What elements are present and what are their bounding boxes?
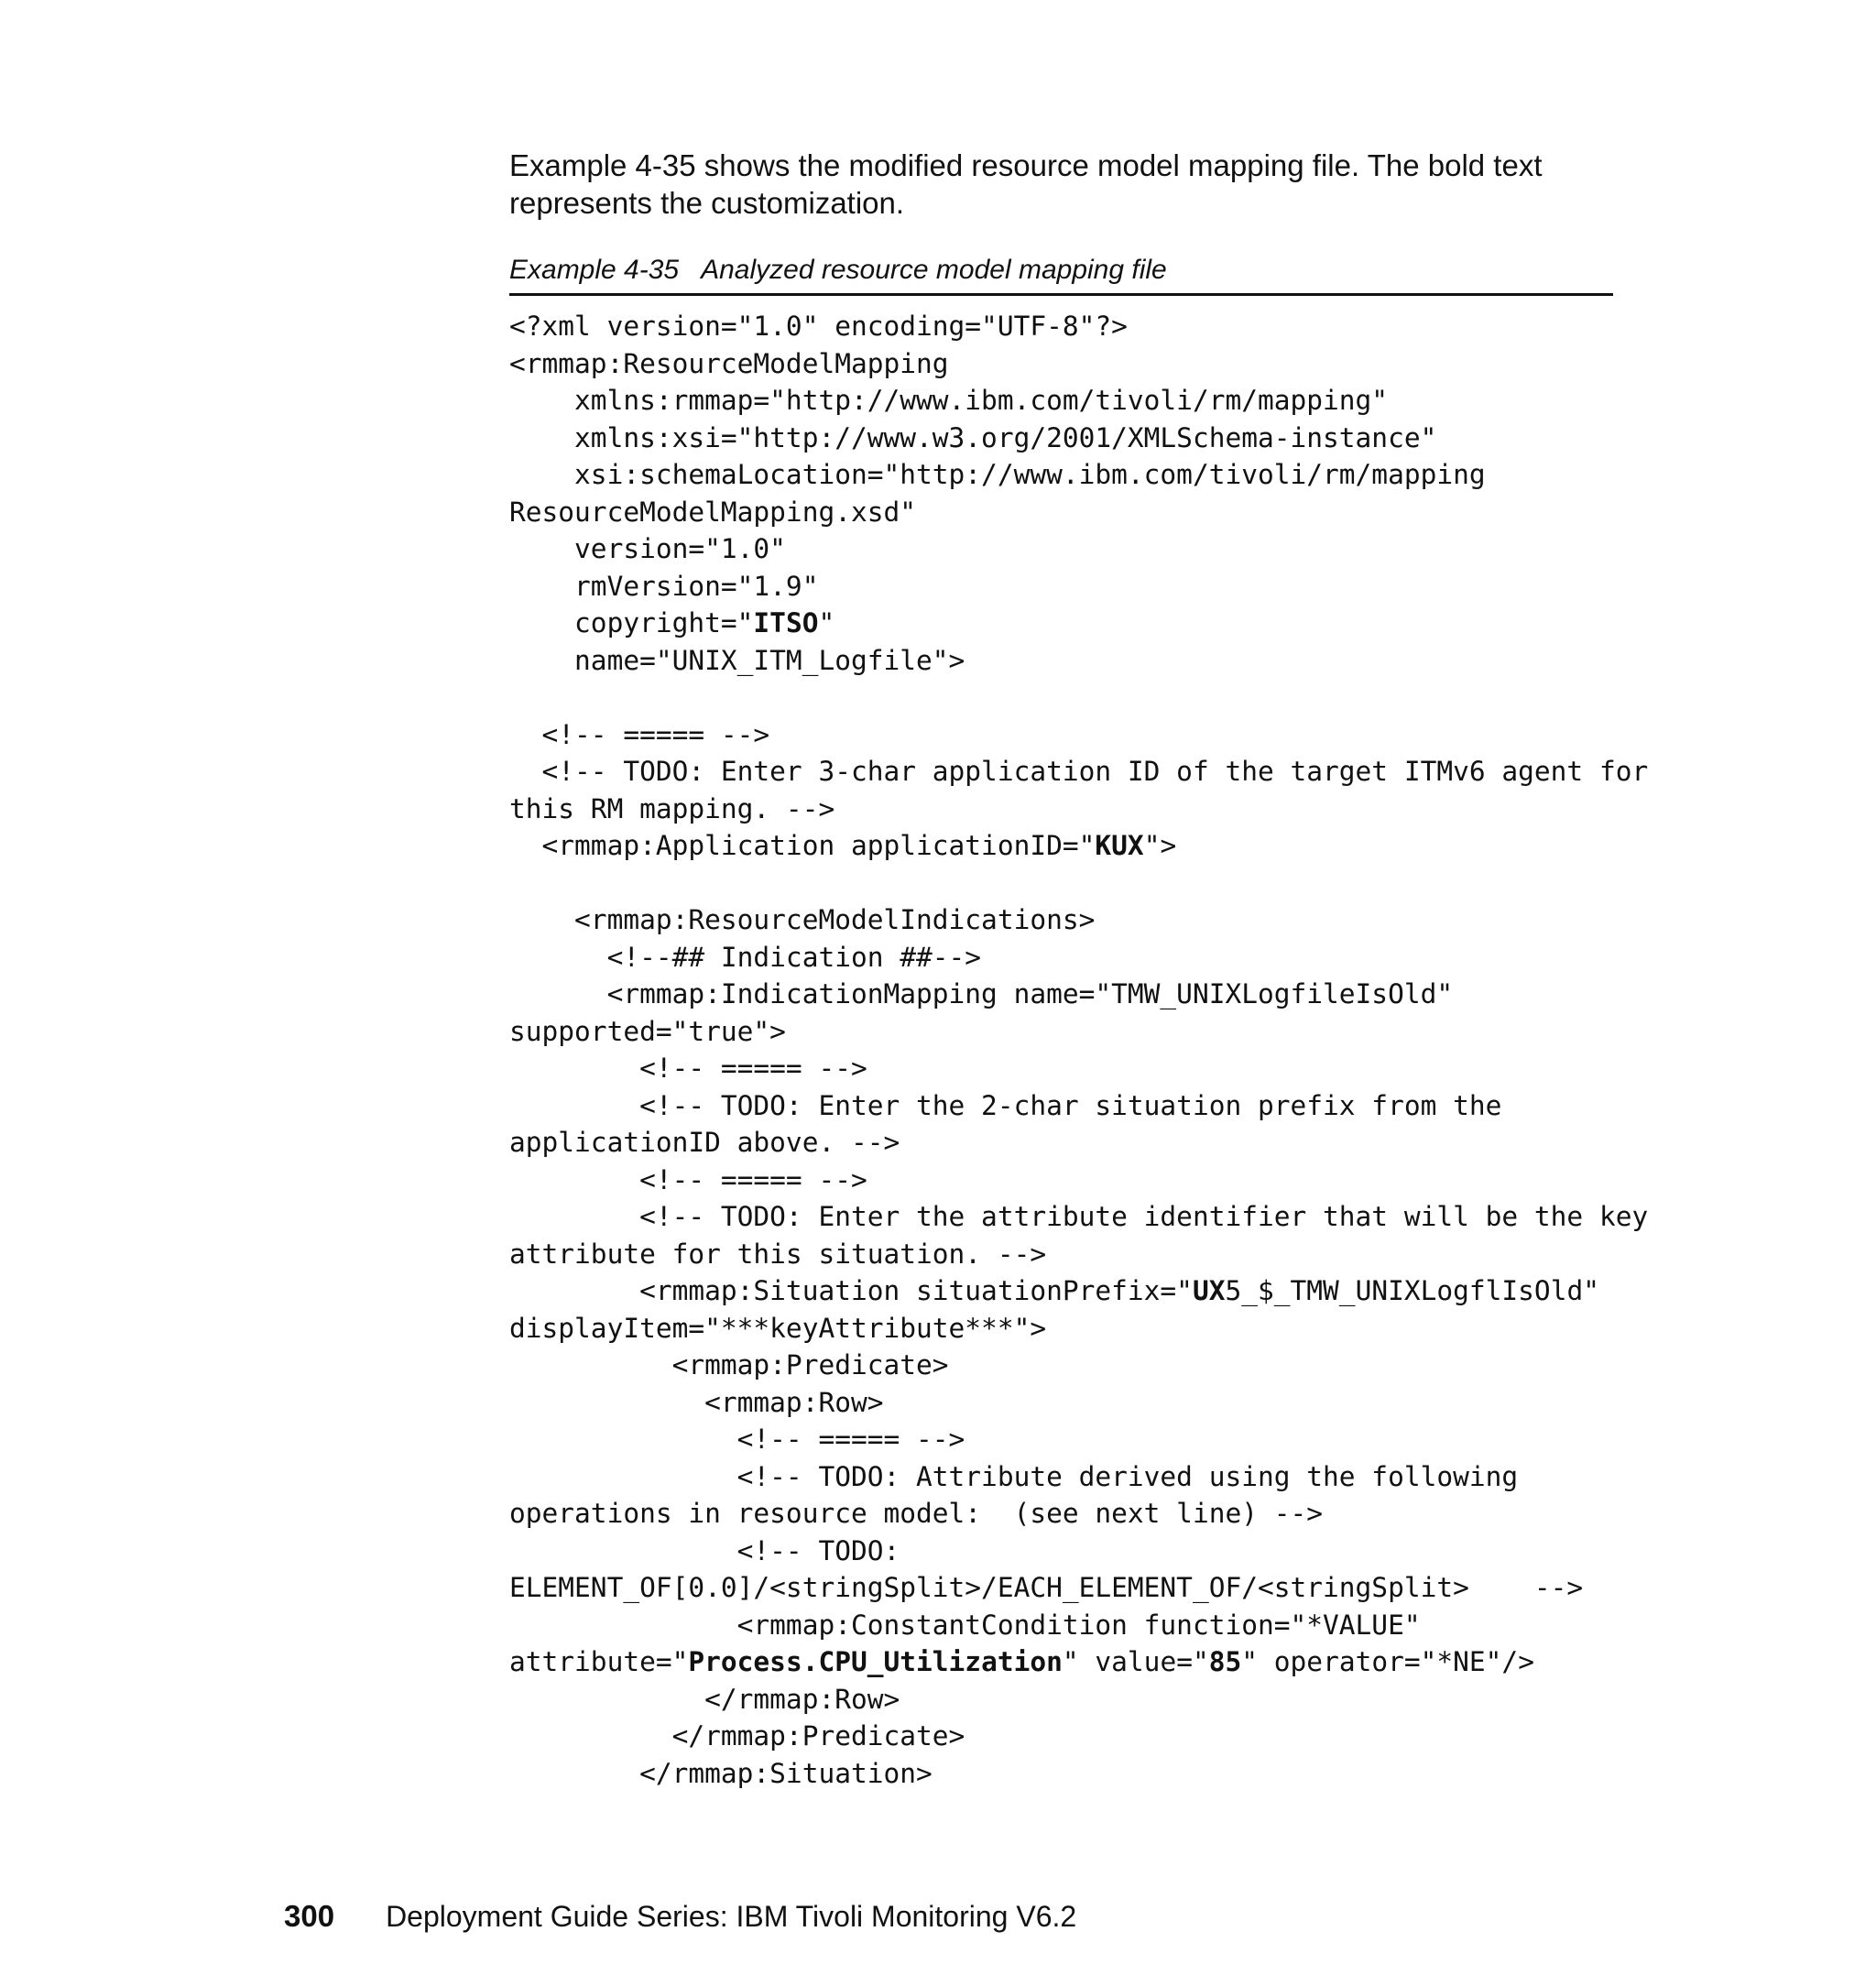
code-listing xyxy=(509,308,1700,1792)
code-line xyxy=(509,1495,1700,1533)
code-line xyxy=(509,1384,1700,1422)
code-text: </rmmap:Situation> xyxy=(509,1757,933,1789)
code-text: supported="true"> xyxy=(509,1015,786,1047)
code-line xyxy=(509,605,1700,642)
code-text: operations in resource model: (see next line) --> xyxy=(509,1498,1324,1529)
code-text: <rmmap:ResourceModelIndications> xyxy=(509,904,1096,935)
code-highlight: UX xyxy=(1192,1275,1226,1306)
code-text: ELEMENT_OF[0.0]/<stringSplit>/EACH_ELEMENT_OF/<stringSplit> --> xyxy=(509,1572,1584,1603)
code-line xyxy=(509,1607,1700,1644)
code-text: " xyxy=(818,607,835,638)
code-text: " value=" xyxy=(1062,1646,1209,1677)
code-line xyxy=(509,1013,1700,1051)
code-text: xsi:schemaLocation="http://www.ibm.com/tivoli/rm/mapping xyxy=(509,459,1486,490)
code-line xyxy=(509,901,1700,939)
code-text: " operator="*NE"/> xyxy=(1241,1646,1534,1677)
code-line xyxy=(509,976,1700,1013)
code-line xyxy=(509,865,1700,902)
code-text: <rmmap:ResourceModelMapping xyxy=(509,347,949,379)
code-line xyxy=(509,1087,1700,1125)
code-line xyxy=(509,753,1700,791)
code-line xyxy=(509,791,1700,828)
code-highlight: ITSO xyxy=(753,607,819,638)
code-line xyxy=(509,456,1700,494)
code-line xyxy=(509,1124,1700,1162)
code-line xyxy=(509,568,1700,606)
code-line xyxy=(509,679,1700,716)
code-text: <rmmap:Application applicationID=" xyxy=(509,830,1096,861)
code-text: <!-- ===== --> xyxy=(509,1163,867,1195)
code-text: <!-- ===== --> xyxy=(509,1424,965,1455)
example-label: Example 4-35 xyxy=(509,255,680,285)
code-text: xmlns:rmmap="http://www.ibm.com/tivoli/rm/mapping" xyxy=(509,385,1389,416)
code-text: <rmmap:ConstantCondition function="*VALUE" xyxy=(509,1609,1421,1641)
code-text: <!-- TODO: xyxy=(509,1534,900,1566)
code-highlight: 85 xyxy=(1208,1646,1242,1677)
code-line xyxy=(509,530,1700,568)
code-line xyxy=(509,1198,1700,1236)
code-line xyxy=(509,1162,1700,1199)
code-line xyxy=(509,939,1700,977)
code-text: <!--## Indication ##--> xyxy=(509,941,982,973)
code-highlight: KUX xyxy=(1095,830,1144,861)
code-line xyxy=(509,1681,1700,1719)
code-text: <!-- TODO: Enter the 2-char situation prefix from the xyxy=(509,1089,1502,1121)
code-text: <rmmap:Row> xyxy=(509,1386,884,1418)
code-text: </rmmap:Predicate> xyxy=(509,1720,965,1751)
code-text: version="1.0" xyxy=(509,533,786,564)
code-line xyxy=(509,1310,1700,1348)
code-text: <rmmap:Predicate> xyxy=(509,1349,949,1380)
code-line xyxy=(509,1533,1700,1570)
code-line xyxy=(509,308,1700,345)
code-text: this RM mapping. --> xyxy=(509,792,835,824)
code-line xyxy=(509,1347,1700,1384)
code-line xyxy=(509,1755,1700,1793)
code-text: xmlns:xsi="http://www.w3.org/2001/XMLSchema-instance" xyxy=(509,421,1437,453)
code-text: <rmmap:Situation situationPrefix=" xyxy=(509,1275,1193,1306)
code-text: <!-- TODO: Enter the attribute identifier that will be the key xyxy=(509,1201,1649,1232)
code-line xyxy=(509,1718,1700,1755)
code-line xyxy=(509,1643,1700,1681)
code-text: <!-- TODO: Enter 3-char application ID of the target ITMv6 agent for xyxy=(509,756,1649,787)
example-title: Analyzed resource model mapping file xyxy=(701,255,1167,285)
code-text: <!-- ===== --> xyxy=(509,1053,867,1084)
example-caption xyxy=(509,253,1613,296)
code-line xyxy=(509,1569,1700,1607)
code-line xyxy=(509,827,1700,865)
code-text: <rmmap:IndicationMapping name="TMW_UNIXLogfileIsOld" xyxy=(509,978,1454,1009)
code-highlight: Process.CPU_Utilization xyxy=(688,1646,1063,1677)
code-line xyxy=(509,1421,1700,1458)
code-text: 5_$_TMW_UNIXLogflIsOld" xyxy=(1225,1275,1599,1306)
code-text: </rmmap:Row> xyxy=(509,1683,900,1715)
code-line xyxy=(509,494,1700,531)
code-text: <!-- TODO: Attribute derived using the following xyxy=(509,1460,1519,1492)
code-line xyxy=(509,420,1700,457)
code-text: <?xml version="1.0" encoding="UTF-8"?> xyxy=(509,311,1128,342)
code-line xyxy=(509,716,1700,754)
code-line xyxy=(509,642,1700,680)
code-line xyxy=(509,1272,1700,1310)
code-text: displayItem="***keyAttribute***"> xyxy=(509,1312,1047,1344)
code-text: <!-- ===== --> xyxy=(509,718,770,750)
code-text: ResourceModelMapping.xsd" xyxy=(509,496,917,528)
code-text: attribute for this situation. --> xyxy=(509,1238,1047,1270)
code-text: applicationID above. --> xyxy=(509,1127,900,1158)
code-line xyxy=(509,345,1700,383)
code-text: attribute=" xyxy=(509,1646,689,1677)
code-line xyxy=(509,1458,1700,1496)
code-text: copyright=" xyxy=(509,607,754,638)
page-footer xyxy=(284,1898,1076,1935)
code-line xyxy=(509,382,1700,420)
book-title: Deployment Guide Series: IBM Tivoli Monitoring V6.2 xyxy=(386,1900,1077,1933)
code-line xyxy=(509,1236,1700,1273)
intro-paragraph: Example 4-35 shows the modified resource model mapping file. The bold text represents the customization. xyxy=(509,148,1543,220)
code-text: rmVersion="1.9" xyxy=(509,570,819,602)
code-text: "> xyxy=(1143,830,1177,861)
page-number: 300 xyxy=(284,1899,335,1933)
code-line xyxy=(509,1050,1700,1087)
code-text: name="UNIX_ITM_Logfile"> xyxy=(509,644,965,676)
